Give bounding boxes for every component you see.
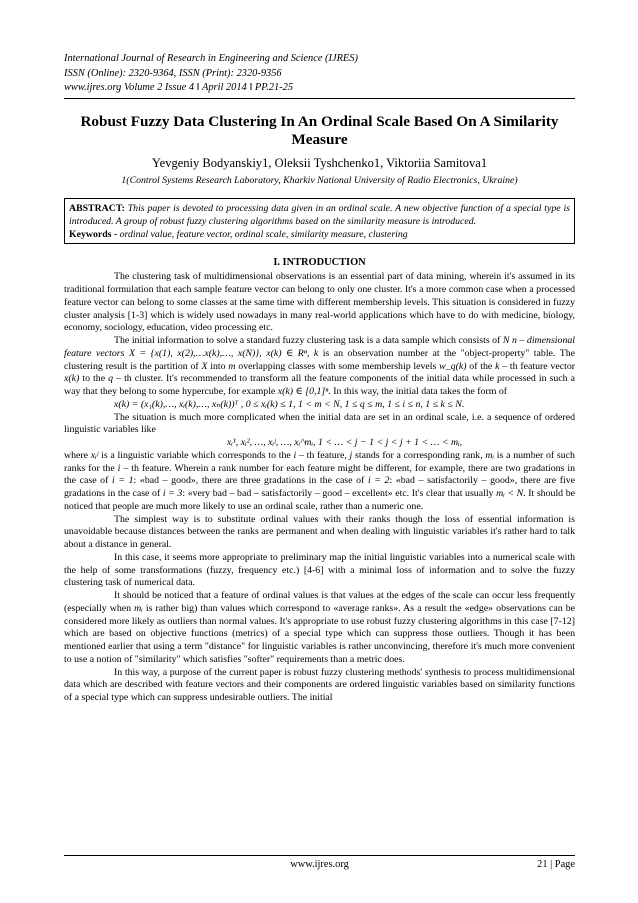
- paper-page: [64, 52, 575, 705]
- footer-url: www.ijres.org: [290, 859, 349, 870]
- paragraph-2: The initial information to solve a standard fuzzy clustering task is a data sample which consists of N n – dimensional feature vectors X = {x(1), x(2),…x(k),…, x(N)}, x(k) ∈ Rⁿ, k is an observation number at the "object-property" table. The clustering result is the partition of X into m overlapping classes with some membership levels w_q(k) of the k – th feature vector x(k) to the q – th cluster. It's recommended to transform all the feature components of the initial data while processed in such a way that they belong to some hypercube, for example x(k) ∈ [0,1]ⁿ. In this way, the initial data takes the form of: [64, 335, 576, 398]
- page-footer: [64, 855, 575, 872]
- equation-sequence: xᵢ¹, xᵢ², …, xᵢʲ, …, xᵢ^mᵢ, 1 < … < j − 1 < j < j + 1 < … < mᵢ,: [226, 437, 463, 449]
- paragraph-5: In this case, it seems more appropriate to preliminary map the initial linguistic variables into a numerical scale with the help of some transformations (fuzzy, frequency etc.) [4-6] with a minimal loss of information and to solve the fuzzy clustering task of numerical data.: [64, 551, 575, 589]
- paragraph-6: It should be noticed that a feature of ordinal values is that values at the edges of the scale can occur less frequently (especially when mᵢ is rather big) than values which correspond to «average ranks». As a result the «edge» observations can be considered more likely as outliers than normal values. It's appropriate to use robust fuzzy clustering algorithms in this case [7-12] which are based on objective functions (metrics) of a special type which can suppress those outliers. Though it has been mentioned earlier that using a term "distance" for linguistic variables is rather unconvincing, therefore it's much more convenient to use a notion of "similarity" which satisfies "softer" requirements than a metric does.: [64, 590, 575, 665]
- journal-volume: www.ijres.org Volume 2 Issue 4 ǁ April 2014 ǁ PP.21-25: [64, 82, 294, 93]
- paper-affiliation: 1(Control Systems Research Laboratory, Kharkiv National University of Radio Electronics, Ukraine): [121, 174, 518, 186]
- body-text: [64, 271, 575, 705]
- abstract-text: This paper is devoted to processing data given in an ordinal scale. A new objective function of a special type is introduced. A group of robust fuzzy clustering algorithms based on the similarity measure is introduced.: [69, 202, 570, 227]
- footer-page-number: 21 | Page: [537, 859, 575, 870]
- equation-data-form: x(k) = (x₁(k),…, xᵢ(k),…, xₙ(k))ᵀ , 0 ≤ xᵢ(k) ≤ 1, 1 < m < N, 1 ≤ q ≤ m, 1 ≤ i ≤ n, 1 ≤ k ≤ N.: [114, 398, 465, 410]
- paragraph-4: The simplest way is to substitute ordinal values with their ranks though the loss of essential information is unavoidable because distances between the ranks are permanent and when dealing with linguistic variables it's rather hard to talk about a distance in general.: [64, 513, 575, 551]
- footer-rule: [64, 855, 575, 856]
- header-rule: [64, 98, 575, 99]
- keywords-label: Keywords -: [69, 229, 118, 241]
- paragraph-1: The clustering task of multidimensional observations is an essential part of data mining, wherein it's assumed in its traditional formulation that each sample feature vector can belong to only one cluster. It's a more common case when a processed feature vector can belong to some classes at the same time with different membership levels. This situation is considered in fuzzy cluster analysis [1-3] which is widely used nowadays in many real-world applications which have to do with medicine, biology, economy, sociology, education, video processing etc.: [64, 271, 575, 334]
- abstract-box: [64, 198, 575, 245]
- paragraph-3: The situation is much more complicated when the initial data are set in an ordinal scale, i.e. a sequence of ordered linguistic variables like: [64, 411, 575, 436]
- keywords-text: ordinal value, feature vector, ordinal scale, similarity measure, clustering: [119, 229, 408, 241]
- paragraph-3-cont: where xᵢʲ is a linguistic variable which corresponds to the i – th feature, j stands for a corresponding rank, mᵢ is a number of such ranks for the i – th feature. Wherein a rank number for each feature might be different, for example, there are two gradations in the case of i = 1: «bad – good», there are three gradations in the case of i = 2: «bad – satisfactorily – good», there are five gradations in the case of i = 3: «very bad – bad – satisfactorily – good – excellent» etc. It's clear that usually mᵢ < N. It should be noticed that people are much more likely to use an ordinal scale, rather than a numeric one.: [64, 449, 575, 512]
- paragraph-7: In this way, a purpose of the current paper is robust fuzzy clustering methods' synthesis to process multidimensional data which are described with feature vectors and their components are ordered linguistic variables based on similarity functions of a special type which can suppress undesirable outliers. The initial: [64, 666, 575, 704]
- abstract-label: ABSTRACT:: [69, 202, 125, 214]
- journal-name: International Journal of Research in Engineering and Science (IJRES): [64, 53, 358, 64]
- journal-issn: ISSN (Online): 2320-9364, ISSN (Print): 2320-9356: [64, 67, 282, 79]
- journal-header: [64, 52, 575, 96]
- paper-title: Robust Fuzzy Data Clustering In An Ordinal Scale Based On A Similarity Measure: [80, 112, 559, 148]
- paper-authors: Yevgeniy Bodyanskiy1, Oleksii Tyshchenko1, Viktoriia Samitova1: [151, 155, 488, 170]
- section-heading: I. INTRODUCTION: [273, 257, 366, 269]
